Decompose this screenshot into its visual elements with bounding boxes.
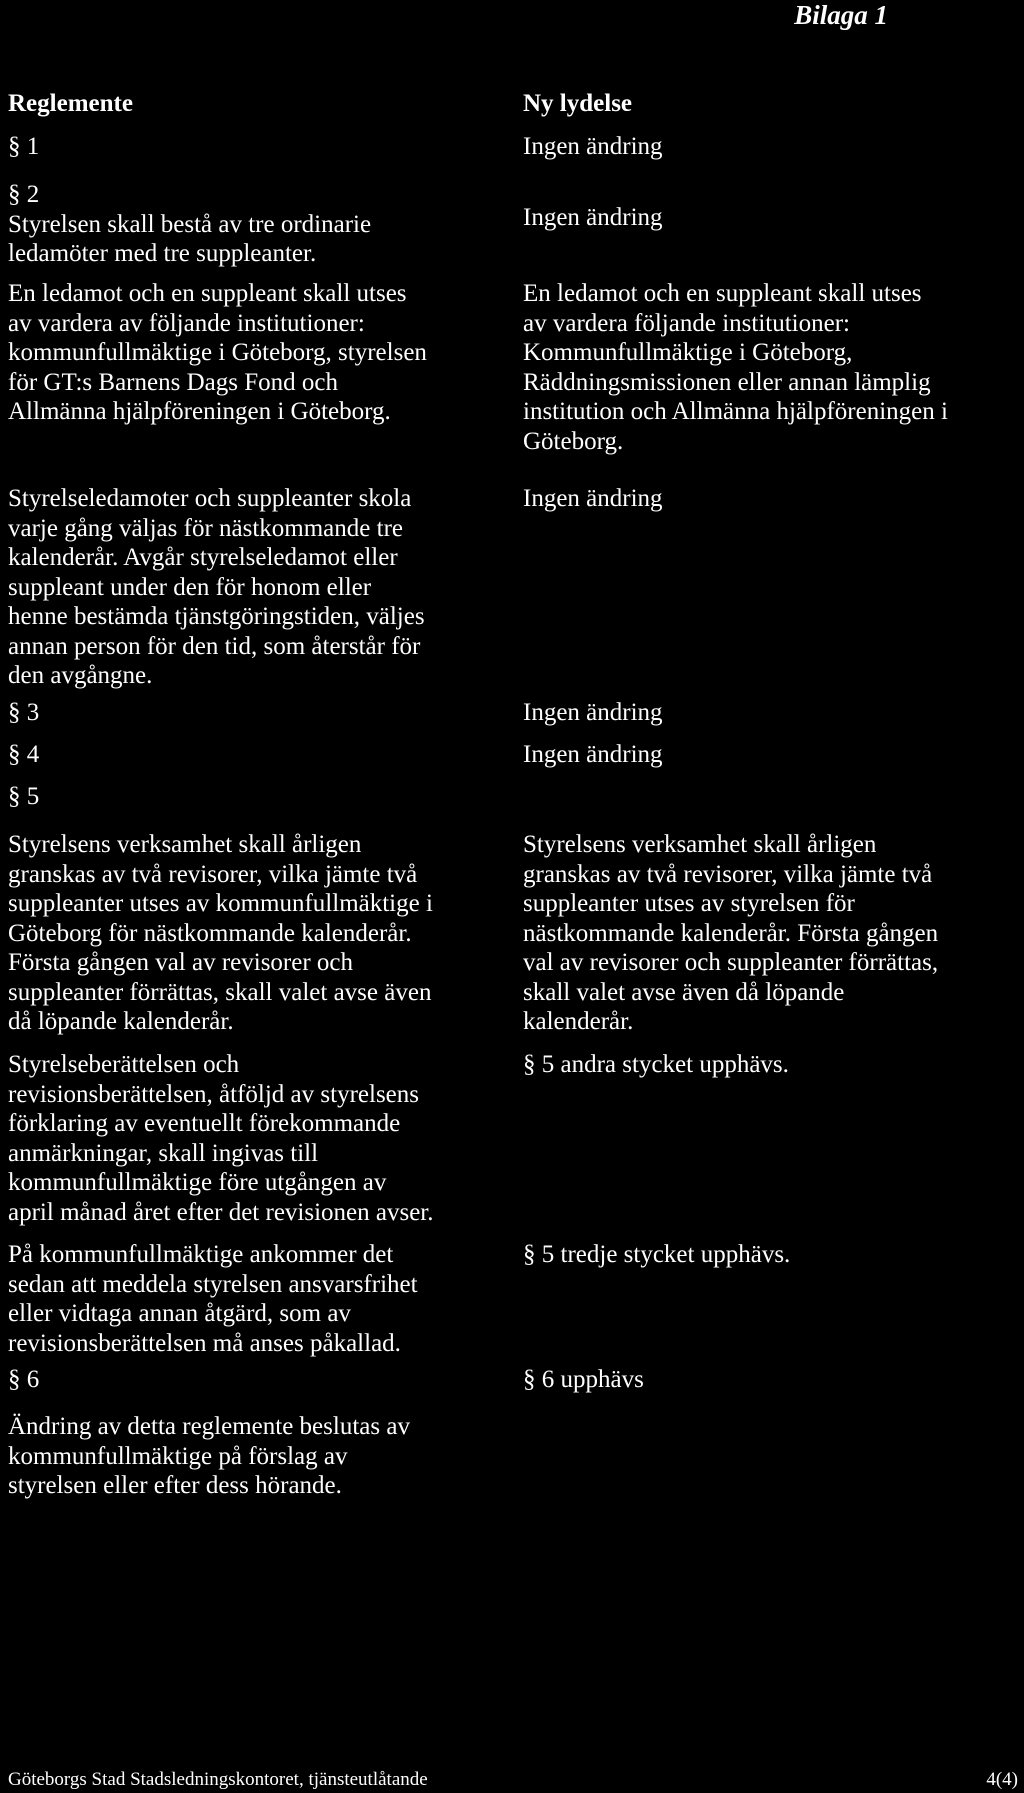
left-paragraph-discharge: På kommunfullmäktige ankommer det sedan att meddela styrelsen ansvarsfrihet eller vidtaga annan åtgärd, som av revisionsberättelsen må anses påkallad. — [8, 1241, 418, 1357]
left-column-heading: Reglemente — [8, 90, 133, 117]
footer-page-number: 4(4) — [986, 1769, 1018, 1790]
left-section-3: § 3 — [8, 699, 40, 726]
left-section-5: § 5 — [8, 783, 40, 810]
right-paragraph-members: En ledamot och en suppleant skall utses av vardera följande institutioner: Kommunfullmäktige i Göteborg, Räddningsmissionen eller annan lämplig institution och Allmänna hjälpföreningen i Göteborg. — [523, 280, 948, 455]
left-section-6: § 6 — [8, 1366, 40, 1393]
right-section-2-status: Ingen ändring — [523, 204, 663, 231]
right-column-heading: Ny lydelse — [523, 90, 633, 117]
left-paragraph-auditors: Styrelsens verksamhet skall årligen granskas av två revisorer, vilka jämte två suppleanter utses av kommunfullmäktige i Göteborg för nästkommande kalenderår. Första gången val av revisorer och suppleanter förrättas, skall valet avse även då löpande kalenderår. — [8, 831, 433, 1035]
left-section-2: § 2 Styrelsen skall bestå av tre ordinarie ledamöter med tre suppleanter. — [8, 181, 372, 267]
left-paragraph-amendment: Ändring av detta reglemente beslutas av kommunfullmäktige på förslag av styrelsen eller efter dess hörande. — [8, 1413, 410, 1499]
right-section-3-status: Ingen ändring — [523, 699, 663, 726]
right-paragraph-reports-status: § 5 andra stycket upphävs. — [523, 1051, 789, 1078]
right-section-4-status: Ingen ändring — [523, 741, 663, 768]
right-section-6-status: § 6 upphävs — [523, 1366, 644, 1393]
right-paragraph-auditors: Styrelsens verksamhet skall årligen granskas av två revisorer, vilka jämte två suppleanter utses av styrelsen för nästkommande kalenderår. Första gången val av revisorer och suppleanter förrättas, skall valet avse även då löpande kalenderår. — [523, 831, 939, 1035]
left-section-1: § 1 — [8, 133, 40, 160]
appendix-label: Bilaga 1 — [794, 0, 888, 30]
right-paragraph-discharge-status: § 5 tredje stycket upphävs. — [523, 1241, 791, 1268]
left-paragraph-members: En ledamot och en suppleant skall utses av vardera av följande institutioner: kommunfullmäktige i Göteborg, styrelsen för GT:s Barnens Dags Fond och Allmänna hjälpföreningen i Göteborg. — [8, 280, 427, 425]
right-section-1-status: Ingen ändring — [523, 133, 663, 160]
footer-organization: Göteborgs Stad Stadsledningskontoret, tjänsteutlåtande — [8, 1769, 428, 1790]
right-paragraph-terms-status: Ingen ändring — [523, 485, 663, 512]
left-paragraph-reports: Styrelseberättelsen och revisionsberättelsen, åtföljd av styrelsens förklaring av eventuellt förekommande anmärkningar, skall ingivas till kommunfullmäktige före utgången av april månad året efter det revisionen avser. — [8, 1051, 434, 1226]
left-paragraph-terms: Styrelseledamoter och suppleanter skola varje gång väljas för nästkommande tre kalenderår. Avgår styrelseledamot eller suppleant under den för honom eller henne bestämda tjänstgöringstiden, väljes annan person för den tid, som återstår för den avgångne. — [8, 485, 425, 689]
left-section-4: § 4 — [8, 741, 40, 768]
